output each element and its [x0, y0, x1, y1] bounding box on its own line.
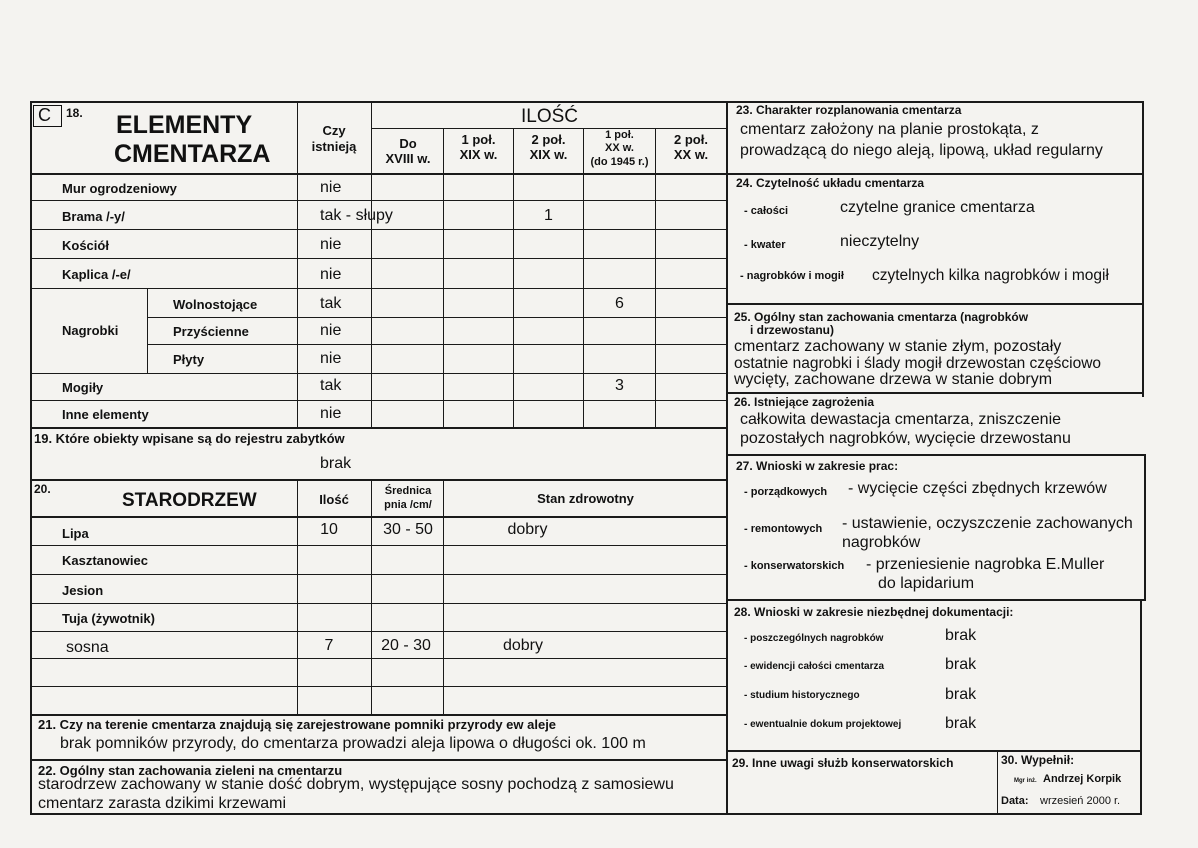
- row-count: 1: [544, 207, 553, 224]
- q24-item-value: czytelne granice cmentarza: [840, 199, 1035, 216]
- section-title-line1: ELEMENTY: [116, 111, 253, 139]
- q23-value-l2: prowadzącą do niego aleją, lipową, układ regularny: [740, 142, 1103, 159]
- row-exists: tak: [320, 295, 342, 312]
- nagrobki-label: Nagrobki: [62, 323, 119, 338]
- row-label: Mur ogrodzeniowy: [62, 181, 177, 196]
- tree-count: 7: [324, 637, 334, 654]
- tree-col-count: Ilość: [319, 492, 349, 507]
- row-exists: nie: [320, 179, 342, 196]
- period-3-l2: XIX w.: [529, 147, 568, 162]
- q27-label: 27. Wnioski w zakresie prac:: [736, 459, 899, 473]
- q29-label: 29. Inne uwagi służb konserwatorskich: [732, 756, 954, 770]
- q27-porzadkowych-value: - wycięcie części zbędnych krzewów: [848, 480, 1107, 497]
- q25-label-l1: 25. Ogólny stan zachowania cmentarza (nagrobków: [734, 310, 1029, 324]
- row-label: Wolnostojące: [173, 297, 258, 312]
- col-exists-l2: istnieją: [311, 139, 357, 154]
- tree-col-diam-l1: Średnica: [384, 485, 432, 497]
- row-exists: nie: [320, 322, 342, 339]
- section20-title: STARODRZEW: [122, 490, 257, 511]
- tree-diam: 30 - 50: [383, 521, 433, 538]
- tree-diam: 20 - 30: [381, 637, 431, 654]
- row-exists: nie: [320, 405, 342, 422]
- q24-item-value: czytelnych kilka nagrobków i mogił: [872, 267, 1109, 284]
- q26-value-l2: pozostałych nagrobków, wycięcie drzewostanu: [740, 430, 1071, 447]
- q30-date-label: Data:: [1001, 795, 1029, 807]
- period-5-l2: XX w.: [673, 147, 709, 162]
- period-4-l2: XX w.: [605, 142, 634, 154]
- q25-value-l3: wycięty, zachowane drzewa w stanie dobrym: [734, 371, 1053, 388]
- q27-konserwatorskich-value-l2: do lapidarium: [878, 575, 975, 592]
- q27-konserwatorskich-label: - konserwatorskich: [744, 560, 845, 572]
- q26-value-l1: całkowita dewastacja cmentarza, zniszczenie: [740, 411, 1062, 428]
- q22-value-l1: starodrzew zachowany w stanie dość dobrym, występujące sosny pochodzą z samosiewu: [38, 776, 674, 793]
- section-number: 18.: [66, 106, 83, 120]
- row-label: Mogiły: [62, 380, 104, 395]
- tree-name: Jesion: [62, 583, 104, 598]
- tree-name: Kasztanowiec: [62, 553, 148, 568]
- period-1-l1: Do: [399, 136, 417, 151]
- row-label: Kaplica /-e/: [62, 267, 131, 282]
- q22-value-l2: cmentarz zarasta dzikimi krzewami: [38, 795, 287, 812]
- row-count: 6: [615, 295, 624, 312]
- row-exists: nie: [320, 266, 342, 283]
- q24-item-label: - całości: [744, 205, 789, 217]
- q23-label: 23. Charakter rozplanowania cmentarza: [736, 103, 962, 117]
- q24-item-value: nieczytelny: [840, 233, 920, 250]
- period-2-l1: 1 poł.: [461, 132, 496, 147]
- row-exists: tak - słupy: [320, 207, 393, 224]
- tree-name: Lipa: [62, 526, 89, 541]
- q27-remontowych-value-l1: - ustawienie, oczyszczenie zachowanych: [842, 515, 1133, 532]
- q28-item-label: - poszczególnych nagrobków: [744, 633, 884, 644]
- tree-col-health: Stan zdrowotny: [537, 491, 634, 506]
- period-2-l2: XIX w.: [459, 147, 498, 162]
- period-4-l3: (do 1945 r.): [590, 156, 649, 168]
- tree-count: 10: [320, 521, 338, 538]
- q25-label-l2: i drzewostanu): [750, 323, 835, 337]
- row-label: Kościół: [62, 238, 109, 253]
- q24-item-label: - nagrobków i mogił: [740, 270, 844, 282]
- q23-value-l1: cmentarz założony na planie prostokąta, z: [740, 121, 1039, 138]
- q26-label: 26. Istniejące zagrożenia: [734, 395, 875, 409]
- q27-remontowych-value-l2: nagrobków: [842, 534, 921, 551]
- q28-item-label: - ewentualnie dokum projektowej: [744, 719, 902, 730]
- tree-col-diam-l2: pnia /cm/: [384, 499, 432, 511]
- q27-remontowych-label: - remontowych: [744, 523, 823, 535]
- tree-name: sosna: [66, 639, 109, 656]
- col-exists-l1: Czy: [322, 123, 346, 138]
- q28-item-value: brak: [945, 686, 977, 703]
- period-3-l1: 2 poł.: [531, 132, 566, 147]
- tree-health: dobry: [502, 637, 544, 654]
- q24-label: 24. Czytelność układu cmentarza: [736, 176, 925, 190]
- q30-label: 30. Wypełnił:: [1001, 753, 1075, 767]
- q30-date-value: wrzesień 2000 r.: [1040, 795, 1121, 807]
- row-exists: nie: [320, 236, 342, 253]
- q22-label: 22. Ogólny stan zachowania zieleni na cmentarzu: [38, 763, 343, 778]
- row-exists: nie: [320, 350, 342, 367]
- q28-item-value: brak: [945, 715, 977, 732]
- row-exists: tak: [320, 377, 342, 394]
- q19-value: brak: [320, 455, 352, 472]
- period-4-l1: 1 poł.: [605, 129, 634, 141]
- q30-title-prefix: Mgr inż.: [1014, 778, 1037, 784]
- q28-item-value: brak: [945, 656, 977, 673]
- q21-label: 21. Czy na terenie cmentarza znajdują się zarejestrowane pomniki przyrody ew aleje: [38, 717, 557, 732]
- q21-value: brak pomników przyrody, do cmentarza prowadzi aleja lipowa o długości ok. 100 m: [60, 735, 646, 752]
- q25-value-l2: ostatnie nagrobki i ślady mogił drzewostan częściowo: [734, 355, 1102, 372]
- row-label: Płyty: [173, 352, 205, 367]
- q24-item-label: - kwater: [744, 239, 786, 251]
- period-1-l2: XVIII w.: [385, 151, 431, 166]
- col-ilosc: ILOŚĆ: [520, 106, 579, 127]
- row-count: 3: [615, 377, 624, 394]
- q28-label: 28. Wnioski w zakresie niezbędnej dokumentacji:: [734, 605, 1014, 619]
- q27-porzadkowych-label: - porządkowych: [744, 486, 828, 498]
- period-5-l1: 2 poł.: [674, 132, 708, 147]
- section20-number: 20.: [34, 482, 51, 496]
- section-title-line2: CMENTARZA: [114, 140, 271, 168]
- section-letter: C: [38, 105, 51, 125]
- q28-item-label: - ewidencji całości cmentarza: [744, 661, 885, 672]
- tree-name: Tuja (żywotnik): [62, 611, 155, 626]
- q30-name: Andrzej Korpik: [1043, 773, 1122, 785]
- q28-item-label: - studium historycznego: [744, 690, 860, 701]
- row-label: Brama /-y/: [62, 209, 125, 224]
- row-label: Inne elementy: [62, 407, 149, 422]
- tree-health: dobry: [507, 521, 548, 538]
- q27-konserwatorskich-value-l1: - przeniesienie nagrobka E.Muller: [866, 556, 1105, 573]
- q25-value-l1: cmentarz zachowany w stanie złym, pozostały: [734, 338, 1062, 355]
- q28-item-value: brak: [945, 627, 977, 644]
- q19-label: 19. Które obiekty wpisane są do rejestru zabytków: [34, 431, 345, 446]
- row-label: Przyścienne: [173, 324, 249, 339]
